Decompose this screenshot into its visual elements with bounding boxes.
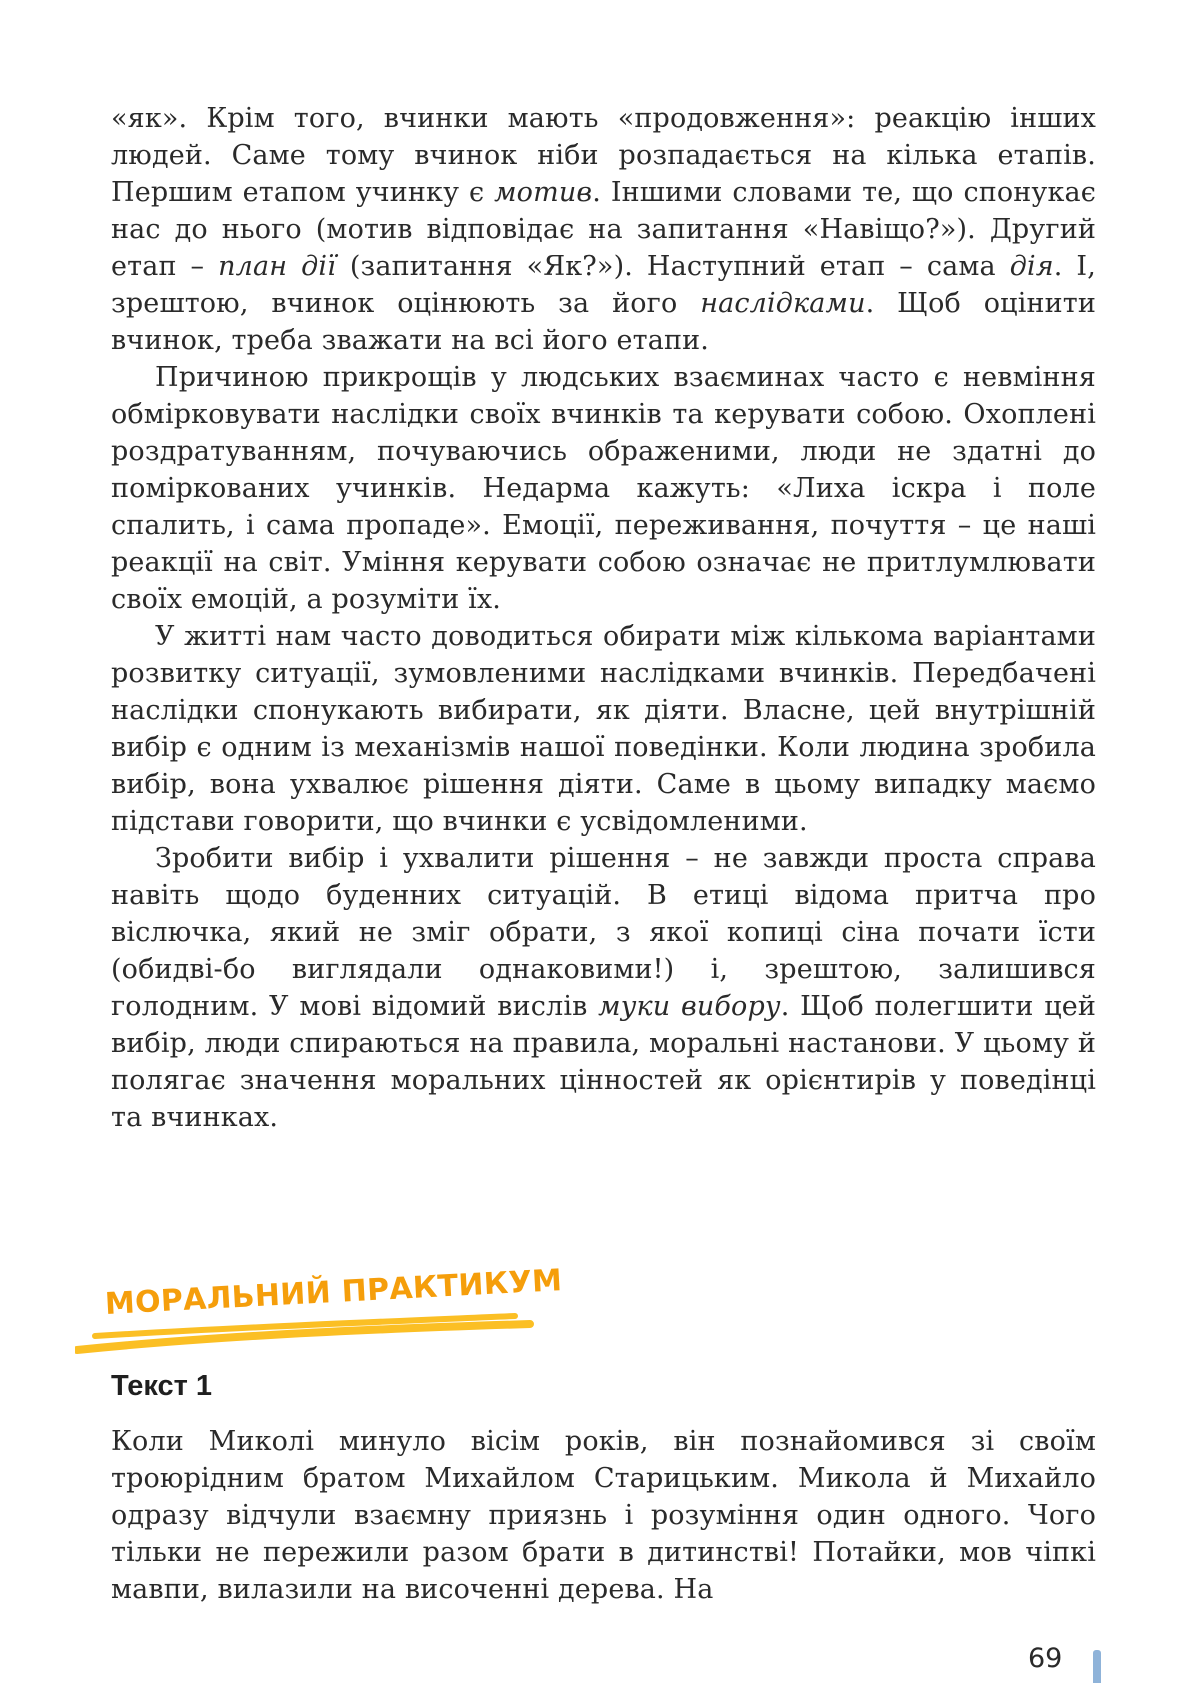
paragraph-2: Причиною прикрощів у людських взаєминах часто є невміння обмірковувати наслідки своїх вчинків та керувати собою. Охоплені роздратуванням, почуваючись ображеними, люди не здатні до поміркованих учинків. Недарма кажуть: «Лиха іскра і поле спалить, і сама пропаде». Емоції, переживання, почуття – це наші реакції на світ. Уміння керувати собою означає не притлумлювати своїх емоцій, а розуміти їх. <box>111 362 1096 615</box>
paragraph-3: У житті нам часто доводиться обирати між кількома варіантами розвитку ситуації, зумовленими наслідками вчинків. Передбачені наслідки спонукають вибирати, як діяти. Власне, цей внутрішній вибір є одним із механізмів нашої поведінки. Коли людина зробила вибір, вона ухвалює рішення діяти. Саме в цьому випадку маємо підстави говорити, що вчинки є усвідомленими. <box>111 621 1096 837</box>
body-text-bottom <box>111 1423 1096 1608</box>
text1-paragraph: Коли Миколі минуло вісім років, він познайомився зі своїм троюрідним братом Михайлом Старицьким. Микола й Михайло одразу відчули взаємну приязнь і розуміння один одного. Чого тільки не пережили разом брати в дитинстві! Потайки, мов чіпкі мавпи, вилазили на височенні дерева. На <box>111 1426 1096 1605</box>
italic-term: дія <box>1009 251 1054 282</box>
italic-term: мотив <box>494 177 593 208</box>
section-heading <box>75 1263 564 1362</box>
paragraph-1: «як». Крім того, вчинки мають «продовження»: реакцію інших людей. Саме тому вчинок ніби розпадається на кілька етапів. Першим етапом учинку є мотив. Іншими словами те, що спонукає нас до нього (мотив відповідає на запитання «Навіщо?»). Другий етап – план дії (запитання «Як?»). Наступний етап – сама дія. І, зрештою, вчинок оцінюють за його наслідками. Щоб оцінити вчинок, треба зважати на всі його етапи. <box>111 103 1096 356</box>
page-number: 69 <box>1028 1643 1063 1674</box>
section-title: МОРАЛЬНИЙ ПРАКТИКУМ <box>104 1263 564 1322</box>
italic-term: муки вибору <box>598 991 781 1022</box>
italic-term: план дії <box>218 251 336 282</box>
paragraph-4: Зробити вибір і ухвалити рішення – не завжди проста справа навіть щодо буденних ситуацій. В етиці відома притча про віслючка, який не зміг обрати, з якої копиці сіна почати їсти (обидві-бо виглядали однаковими!) і, зрештою, залишився голодним. У мові відомий вислів муки вибору. Щоб полегшити цей вибір, люди спираються на правила, моральні настанови. У цьому й полягає значення моральних цінностей як орієнтирів у поведінці та вчинках. <box>111 843 1097 1133</box>
text-subheading: Текст 1 <box>111 1370 213 1402</box>
italic-term: наслідками <box>700 288 866 319</box>
page-edge-marker <box>1093 1650 1101 1683</box>
body-text-top <box>111 100 1096 1136</box>
